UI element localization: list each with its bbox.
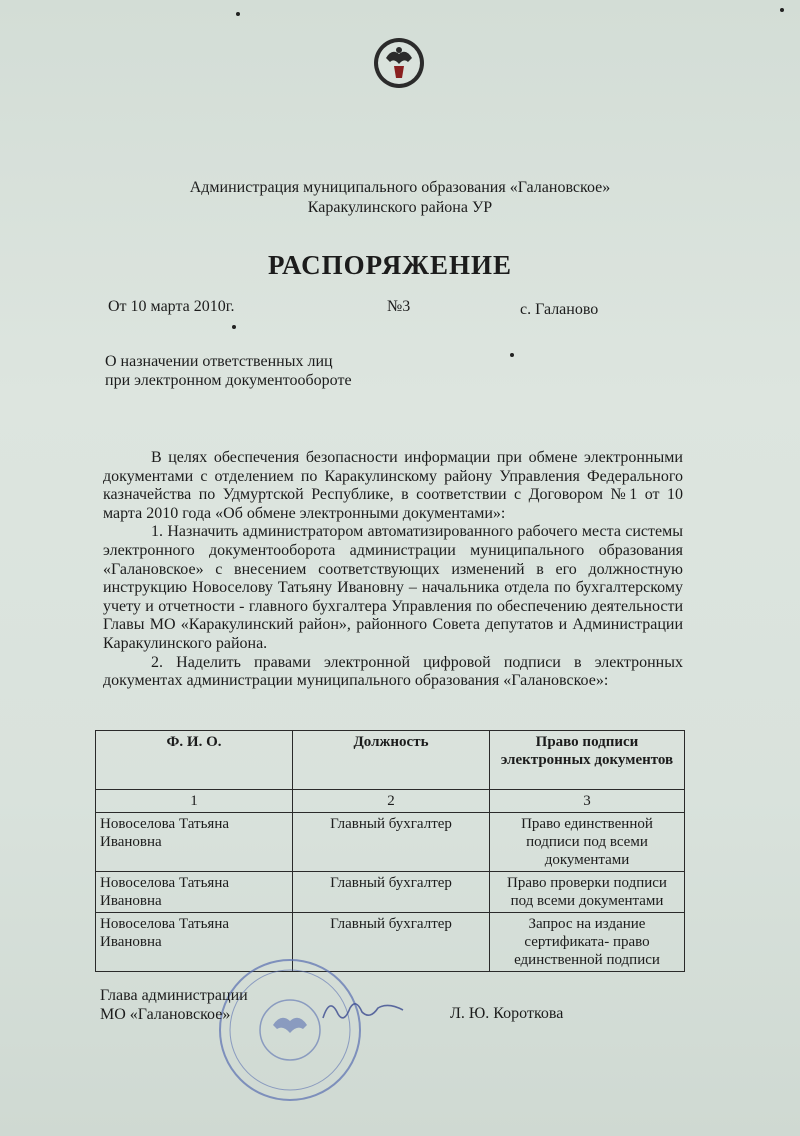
cell-name: Новоселова Татьяна Ивановна	[96, 813, 293, 872]
signature-block	[100, 986, 248, 1024]
item-1-paragraph: 1. Назначить администратором автоматизированного рабочего места системы электронного документооборота администрации муниципального образования «Галановское» с внесением соответствующих изменений в его должностную инструкцию Новоселову Татьяну Ивановну – начальника отдела по бухгалтерскому учету и отчетности - главного бухгалтера Управления по обеспечению деятельности Главы МО «Каракулинский район», районного Совета депутатов и Администрации Каракулинского района.	[103, 523, 683, 652]
cell-position: Главный бухгалтер	[293, 872, 490, 913]
coat-of-arms-emblem	[372, 36, 426, 90]
cell-name: Новоселова Татьяна Ивановна	[96, 913, 293, 972]
signer-position-line-1: Глава администрации	[100, 987, 248, 1004]
handwritten-signature	[318, 990, 408, 1030]
table-row	[96, 813, 685, 872]
table-number-row	[96, 790, 685, 813]
document-title: РАСПОРЯЖЕНИЕ	[267, 250, 513, 280]
issuer-line-1: Администрация муниципального образования «Галановское»	[189, 179, 611, 196]
cell-position: Главный бухгалтер	[293, 913, 490, 972]
scan-speck	[780, 8, 784, 12]
scan-speck	[510, 353, 514, 357]
cell-right: Запрос на издание сертификата- право единственной подписи	[490, 913, 685, 972]
cell-name: Новоселова Татьяна Ивановна	[96, 872, 293, 913]
header-name: Ф. И. О.	[96, 731, 293, 790]
document-date: От 10 марта 2010г.	[108, 298, 235, 315]
subject-line-2: при электронном документообороте	[105, 372, 352, 389]
signature-rights-table	[95, 730, 685, 972]
header-position: Должность	[293, 731, 490, 790]
table-row	[96, 913, 685, 972]
scan-speck	[236, 12, 240, 16]
scan-speck	[232, 325, 236, 329]
column-number: 1	[96, 790, 293, 813]
item-2-paragraph: 2. Наделить правами электронной цифровой подписи в электронных документах администрации муниципального образования «Галановское»:	[103, 653, 683, 690]
cell-right: Право проверки подписи под всеми документами	[490, 872, 685, 913]
table-header-row	[96, 731, 685, 790]
official-stamp	[215, 955, 365, 1105]
cell-right: Право единственной подписи под всеми документами	[490, 813, 685, 872]
column-number: 2	[293, 790, 490, 813]
signer-name: Л. Ю. Короткова	[450, 1005, 564, 1022]
body-text	[103, 449, 683, 691]
intro-paragraph: В целях обеспечения безопасности информации при обмене электронными документами с отделением по Каракулинскому району Управления Федерального казначейства по Удмуртской Республике, в соответствии с Договором №1 от 10 марта 2010 года «Об обмене электронными документами»:	[103, 449, 683, 522]
subject-line-1: О назначении ответственных лиц	[105, 353, 333, 370]
column-number: 3	[490, 790, 685, 813]
signer-position-line-2: МО «Галановское»	[100, 1006, 231, 1023]
table-row	[96, 872, 685, 913]
document-place: с. Галаново	[520, 301, 599, 318]
header-right: Право подписи электронных документов	[490, 731, 685, 790]
issuer-line-2: Каракулинского района УР	[307, 199, 493, 216]
cell-position: Главный бухгалтер	[293, 813, 490, 872]
document-number: №3	[387, 298, 411, 315]
